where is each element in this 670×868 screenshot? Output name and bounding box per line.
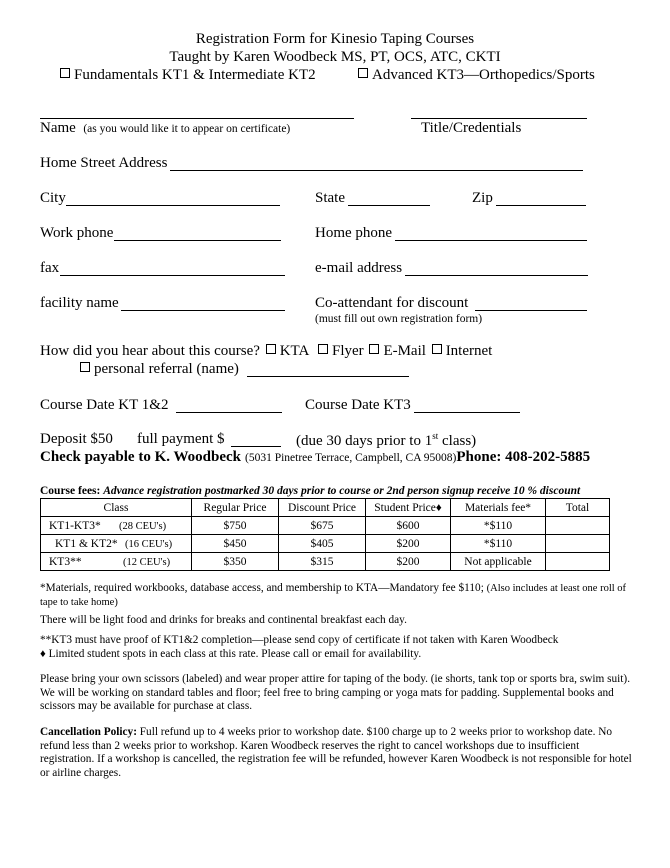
regular-price: $350	[192, 553, 279, 571]
cancellation-policy: Cancellation Policy: Full refund up to 4 weeks prior to workshop date. $100 charge up to 2 weeks prior to workshop date. No refund less than 2 weeks prior to workshop. Karen Woodbeck reserves the right to cancel workshops due to insufficient registration. If a workshop is cancelled, the registration fee will be refunded, however Karen Woodbeck is not responsible for hotel or airline charges.	[40, 726, 632, 779]
class-cell: KT1-KT3* (28 CEU's)	[41, 517, 192, 535]
fees-header-row	[41, 499, 610, 517]
regular-price: $450	[192, 535, 279, 553]
work-phone-field[interactable]	[114, 240, 281, 241]
fees-table	[40, 498, 610, 571]
student-price: $600	[366, 517, 451, 535]
fees-caption: Course fees: Advance registration postmarked 30 days prior to course or 2nd person signup receive 10 % discount	[40, 485, 581, 497]
state-label: State	[315, 190, 345, 206]
date-kt12-field[interactable]	[176, 412, 282, 413]
discount-price: $405	[279, 535, 366, 553]
checkbox-flyer[interactable]	[318, 344, 328, 354]
table-row	[41, 553, 610, 571]
instructor-line: Taught by Karen Woodbeck MS, PT, OCS, ATC, CKTI	[169, 49, 501, 65]
materials-note: *Materials, required workbooks, database access, and membership to KTA—Mandatory fee $110; (Also includes at least one roll of tape to take home)	[40, 582, 627, 608]
title-line[interactable]	[411, 118, 587, 119]
coattendant-label: Co-attendant for discount	[315, 295, 469, 311]
email-field[interactable]	[405, 275, 588, 276]
referral-option: personal referral (name)	[78, 361, 239, 378]
kt3-note: **KT3 must have proof of KT1&2 completion—please send copy of certificate if not taken with Karen Woodbeck	[40, 634, 559, 646]
home-phone-label: Home phone	[315, 225, 393, 241]
home-phone-field[interactable]	[395, 240, 587, 241]
state-field[interactable]	[348, 205, 430, 206]
form-title: Registration Form for Kinesio Taping Courses	[195, 31, 475, 47]
regular-price: $750	[192, 517, 279, 535]
coattendant-field[interactable]	[475, 310, 587, 311]
coattendant-note: (must fill out own registration form)	[315, 313, 483, 325]
total-cell[interactable]	[546, 553, 610, 571]
total-cell[interactable]	[546, 517, 610, 535]
col-header: Class	[41, 499, 192, 517]
facility-label: facility name	[40, 295, 119, 311]
table-row	[41, 517, 610, 535]
title-label: Title/Credentials	[421, 120, 522, 136]
zip-field[interactable]	[496, 205, 586, 206]
referral-field[interactable]	[247, 376, 409, 377]
check-payable-line: Check payable to K. Woodbeck (5031 Pinetree Terrace, Campbell, CA 95008)Phone: 408-202-5885	[40, 449, 591, 465]
deposit-label: Deposit $50	[40, 431, 113, 447]
course-option-kt12[interactable]: Fundamentals KT1 & Intermediate KT2	[58, 67, 316, 84]
street-label: Home Street Address	[40, 155, 168, 171]
fax-label: fax	[40, 260, 60, 276]
date-kt12-label: Course Date KT 1&2	[40, 397, 169, 413]
total-cell[interactable]	[546, 535, 610, 553]
name-label: Name (as you would like it to appear on certificate)	[40, 120, 291, 136]
col-header: Discount Price	[279, 499, 366, 517]
student-price: $200	[366, 535, 451, 553]
col-header: Total	[546, 499, 610, 517]
class-cell: KT3** (12 CEU's)	[41, 553, 192, 571]
class-cell: KT1 & KT2* (16 CEU's)	[41, 535, 192, 553]
work-phone-label: Work phone	[40, 225, 114, 241]
food-note: There will be light food and drinks for breaks and continental breakfast each day.	[40, 614, 407, 626]
zip-label: Zip	[472, 190, 493, 206]
course-option-kt3[interactable]: Advanced KT3—Orthopedics/Sports	[356, 67, 595, 84]
date-kt3-field[interactable]	[414, 412, 520, 413]
student-price: $200	[366, 553, 451, 571]
fax-field[interactable]	[60, 275, 285, 276]
col-header: Materials fee*	[451, 499, 546, 517]
full-payment-label: full payment $	[137, 431, 225, 447]
student-note: ♦ Limited student spots in each class at this rate. Please call or email for availability.	[40, 648, 422, 660]
checkbox-kta[interactable]	[266, 344, 276, 354]
city-label: City	[40, 190, 66, 206]
checkbox-icon[interactable]	[60, 68, 70, 78]
table-row	[41, 535, 610, 553]
name-line[interactable]	[40, 118, 354, 119]
street-field[interactable]	[170, 170, 583, 171]
checkbox-referral[interactable]	[80, 362, 90, 372]
email-label: e-mail address	[315, 260, 403, 276]
col-header: Student Price♦	[366, 499, 451, 517]
facility-field[interactable]	[121, 310, 285, 311]
col-header: Regular Price	[192, 499, 279, 517]
checkbox-icon[interactable]	[358, 68, 368, 78]
full-payment-field[interactable]	[231, 446, 281, 447]
date-kt3-label: Course Date KT3	[305, 397, 411, 413]
discount-price: $675	[279, 517, 366, 535]
materials-fee: Not applicable	[451, 553, 546, 571]
materials-fee: *$110	[451, 535, 546, 553]
checkbox-email[interactable]	[369, 344, 379, 354]
due-note: (due 30 days prior to 1st class)	[296, 431, 477, 449]
materials-fee: *$110	[451, 517, 546, 535]
discount-price: $315	[279, 553, 366, 571]
attire-note: Please bring your own scissors (labeled) and wear proper attire for taping of the body. (ie shorts, tank top or sports bra, swim suit). We will be working on standard tables and floor; feel free to bring camping or yoga mats for padding. Supplemental books and scissors may be available for purchase at class.	[40, 673, 631, 712]
city-field[interactable]	[66, 205, 280, 206]
checkbox-internet[interactable]	[432, 344, 442, 354]
hear-question: How did you hear about this course? KTA Flyer E-Mail Internet	[40, 343, 493, 359]
